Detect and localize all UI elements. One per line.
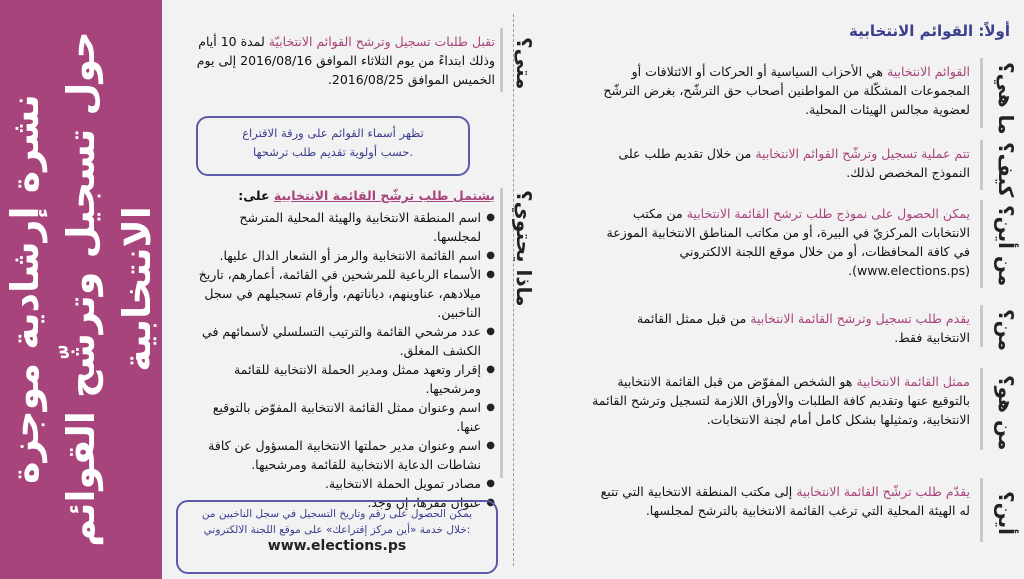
list-item: ● اسم وعنوان ممثل القائمة الانتخابية المفوّض بالتوقيع عنها. (190, 398, 495, 436)
ballot-order-note (196, 116, 470, 176)
block-when-highlight: تقبل طلبات تسجيل وترشح القوائم الانتخابيّة (268, 34, 495, 49)
banner-title-line-1: نشرة إرشادية موجزة (3, 94, 47, 484)
list-item: ● اسم المنطقة الانتخابية والهيئة المحلية المترشح لمجلسها. (190, 208, 495, 246)
list-item: ● اسم وعنوان مدير حملتها الانتخابية المسؤول عن كافة نشاطات الدعاية الانتخابية للقائمة ومرشحيها. (190, 436, 495, 474)
block-how-text: من خلال تقديم طلب على النموذج المخصص لذلك. (618, 146, 970, 180)
title-banner (0, 0, 162, 579)
block-where-from-highlight: يمكن الحصول على نموذج طلب ترشح القائمة الانتخابية (686, 206, 970, 221)
elections-website-link[interactable]: www.elections.ps (267, 538, 407, 554)
block-what-highlight: القوائم الانتخابية (887, 64, 970, 79)
label-bar (980, 368, 983, 450)
voter-registration-note-line-1: يمكن الحصول على رقم وتاريخ التسجيل في سجل الناخبين من (201, 508, 473, 520)
contents-heading (190, 186, 495, 205)
label-who-is: من هو؟ (994, 375, 1018, 451)
block-when (190, 32, 495, 89)
banner-title-line-2: حول تسجيل وترشّح القوائم الانتخابية (59, 31, 159, 547)
block-where-from (590, 204, 970, 280)
block-where-text: إلى مكتب المنطقة الانتخابية التي تتبع له الهيئة المحلية التي ترغب القائمة الانتخابية بالترشح لمجلسها. (600, 484, 970, 518)
label-where: أين؟ (994, 491, 1018, 535)
label-contents: ماذا يحتوي؟ (512, 189, 536, 307)
list-item: ● عدد مرشحي القائمة والترتيب التسلسلي لأسمائهم في الكشف المغلق. (190, 322, 495, 360)
block-where-from-text: من مكتب الانتخابات المركزيّ في البيرة، أو من مكاتب المناطق الانتخابية الموزعة في كافة المحافظات، أو من خلال موقع اللجنة الالكتروني (www.elections.ps). (606, 206, 970, 278)
block-who-is-text: هو الشخص المفوّض من قبل القائمة الانتخابية بالتوقيع عنها وتقديم كافة الطلبات والأوراق اللازمة لتسجيل وترشح القائمة الانتخابية، وتمثيلها بشكل كامل أمام لجنة الانتخابات. (592, 374, 970, 427)
block-how-highlight: تتم عملية تسجيل وترشّح القوائم الانتخابية (755, 146, 970, 161)
contents-heading-rest: على: (238, 188, 274, 203)
block-what (590, 62, 970, 119)
label-when: متى؟ (512, 36, 536, 90)
banner-title (0, 9, 165, 569)
label-where-from: من أين؟ (994, 205, 1018, 287)
list-item: ● الأسماء الرباعية للمرشحين في القائمة، أعمارهم، تاريخ ميلادهم، عناوينهم، دياناتهم، وأرقام تسجيلهم في سجل الناخبين. (190, 265, 495, 322)
contents-heading-highlight: يشتمل طلب ترشّح القائمة الانتخابية (273, 188, 495, 203)
list-item: ● عنوان مقرها، إن وجد. (190, 493, 495, 512)
label-bar (980, 200, 983, 288)
label-bar (500, 188, 503, 478)
list-item: ● اسم القائمة الانتخابية والرمز أو الشعار الدال عليها. (190, 246, 495, 265)
list-item: ● مصادر تمويل الحملة الانتخابية. (190, 474, 495, 493)
block-where (590, 482, 970, 520)
block-who-highlight: يقدم طلب تسجيل وترشح القائمة الانتخابية (750, 311, 970, 326)
block-where-highlight: يقدّم طلب ترشّح القائمة الانتخابية (796, 484, 970, 499)
block-who (590, 309, 970, 347)
label-bar (980, 305, 983, 347)
label-bar (980, 140, 983, 190)
label-bar (980, 58, 983, 128)
label-who: من؟ (994, 309, 1018, 351)
contents-list (190, 208, 495, 512)
voter-registration-note-line-2: خلال خدمة «أين مركز إقتراعك» على موقع اللجنة الالكتروني: (203, 524, 471, 536)
list-item: ● إقرار وتعهد ممثل ومدير الحملة الانتخابية للقائمة ومرشحيها. (190, 360, 495, 398)
label-bar (500, 28, 503, 92)
block-who-text: من قبل ممثل القائمة الانتخابية فقط. (636, 311, 970, 345)
ballot-order-note-line-2: حسب أولوية تقديم طلب ترشحها. (252, 145, 414, 159)
label-bar (980, 478, 983, 542)
block-who-is-highlight: ممثل القائمة الانتخابية (856, 374, 970, 389)
label-what: ما هي؟ (994, 61, 1018, 135)
section-title: أولاً: القوائم الانتخابية (849, 22, 1010, 40)
block-when-text: لمدة 10 أيام وذلك ابتداءً من يوم الثلاثاء الموافق 2016/08/16 إلى يوم الخميس الموافق 2016/08/25. (196, 34, 495, 87)
voter-registration-note (176, 500, 498, 574)
ballot-order-note-line-1: تظهر أسماء القوائم على ورقة الاقتراع (242, 126, 424, 140)
block-what-text: هي الأحزاب السياسية أو الحركات أو الائتلافات أو المجموعات المشكّلة من المواطنين أصحاب حق الترشّح، بغرض الترشّح لعضوية مجالس الهيئات المحلية. (603, 64, 970, 117)
label-how: كيف؟ (994, 142, 1018, 198)
block-how (590, 144, 970, 182)
block-who-is (590, 372, 970, 429)
